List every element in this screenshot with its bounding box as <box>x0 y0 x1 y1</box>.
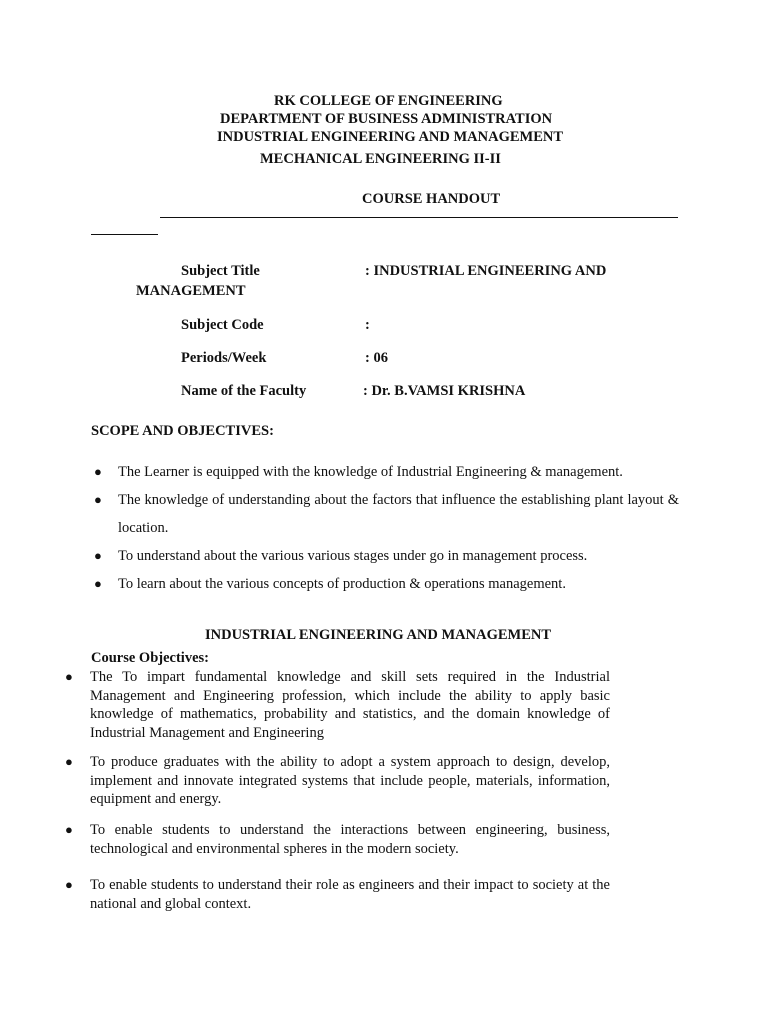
list-item <box>62 876 610 913</box>
list-item-text: To enable students to understand the interactions between engineering, business, technological and environmental spheres in the modern society. <box>90 822 610 857</box>
branch-heading: MECHANICAL ENGINEERING II-II <box>260 151 501 167</box>
document-type: COURSE HANDOUT <box>362 191 501 207</box>
periods-value: : 06 <box>365 350 388 366</box>
bullet-icon: ● <box>94 576 102 591</box>
list-item-text: To produce graduates with the ability to adopt a system approach to design, develop, implement and innovate integrated systems that include people, materials, information, equipment and energy. <box>90 754 610 807</box>
list-item-text: To understand about the various various stages under go in management process. <box>118 548 588 564</box>
bullet-icon: ● <box>94 548 102 563</box>
objectives-list-4 <box>62 876 610 913</box>
bullet-icon: ● <box>94 492 102 507</box>
list-item <box>92 458 679 486</box>
scope-list <box>92 458 679 598</box>
objectives-list <box>62 668 610 742</box>
list-item-text: The Learner is equipped with the knowledge of Industrial Engineering & management. <box>118 464 623 480</box>
list-item <box>62 668 610 742</box>
section-title: INDUSTRIAL ENGINEERING AND MANAGEMENT <box>205 627 552 643</box>
periods-label: Periods/Week <box>181 350 267 366</box>
list-item <box>92 542 679 570</box>
subject-code-label: Subject Code <box>181 317 264 333</box>
objectives-heading: Course Objectives: <box>91 650 209 666</box>
subject-title-value: : INDUSTRIAL ENGINEERING AND <box>365 263 607 279</box>
bullet-icon: ● <box>65 669 73 684</box>
subject-title-label: Subject Title <box>181 263 260 279</box>
department-name: DEPARTMENT OF BUSINESS ADMINISTRATION <box>220 111 553 127</box>
scope-heading: SCOPE AND OBJECTIVES: <box>91 423 274 439</box>
list-item-text: The knowledge of understanding about the factors that influence the establishing plant layout & location. <box>118 492 679 536</box>
header-rule-short <box>91 234 158 235</box>
subject-code-value: : <box>365 317 370 333</box>
college-name: RK COLLEGE OF ENGINEERING <box>274 93 503 109</box>
list-item-text: To learn about the various concepts of production & operations management. <box>118 576 566 592</box>
faculty-value: : Dr. B.VAMSI KRISHNA <box>363 383 526 399</box>
objectives-list-3 <box>62 821 610 858</box>
list-item <box>92 570 679 598</box>
bullet-icon: ● <box>65 754 73 769</box>
bullet-icon: ● <box>94 464 102 479</box>
list-item-text: To enable students to understand their role as engineers and their impact to society at the national and global context. <box>90 877 610 912</box>
objectives-list-2 <box>62 753 610 809</box>
list-item <box>62 753 610 809</box>
faculty-label: Name of the Faculty <box>181 383 307 399</box>
bullet-icon: ● <box>65 877 73 892</box>
header-rule <box>160 217 678 218</box>
list-item-text: The To impart fundamental knowledge and skill sets required in the Industrial Management and Engineering profession, which include the ability to apply basic knowledge of mathematics, probability and statistics, and the domain knowledge of Industrial Management and Engineering <box>90 669 610 741</box>
list-item <box>62 821 610 858</box>
subject-heading: INDUSTRIAL ENGINEERING AND MANAGEMENT <box>217 129 564 145</box>
list-item <box>92 486 679 542</box>
subject-title-continuation: MANAGEMENT <box>136 283 246 299</box>
bullet-icon: ● <box>65 822 73 837</box>
